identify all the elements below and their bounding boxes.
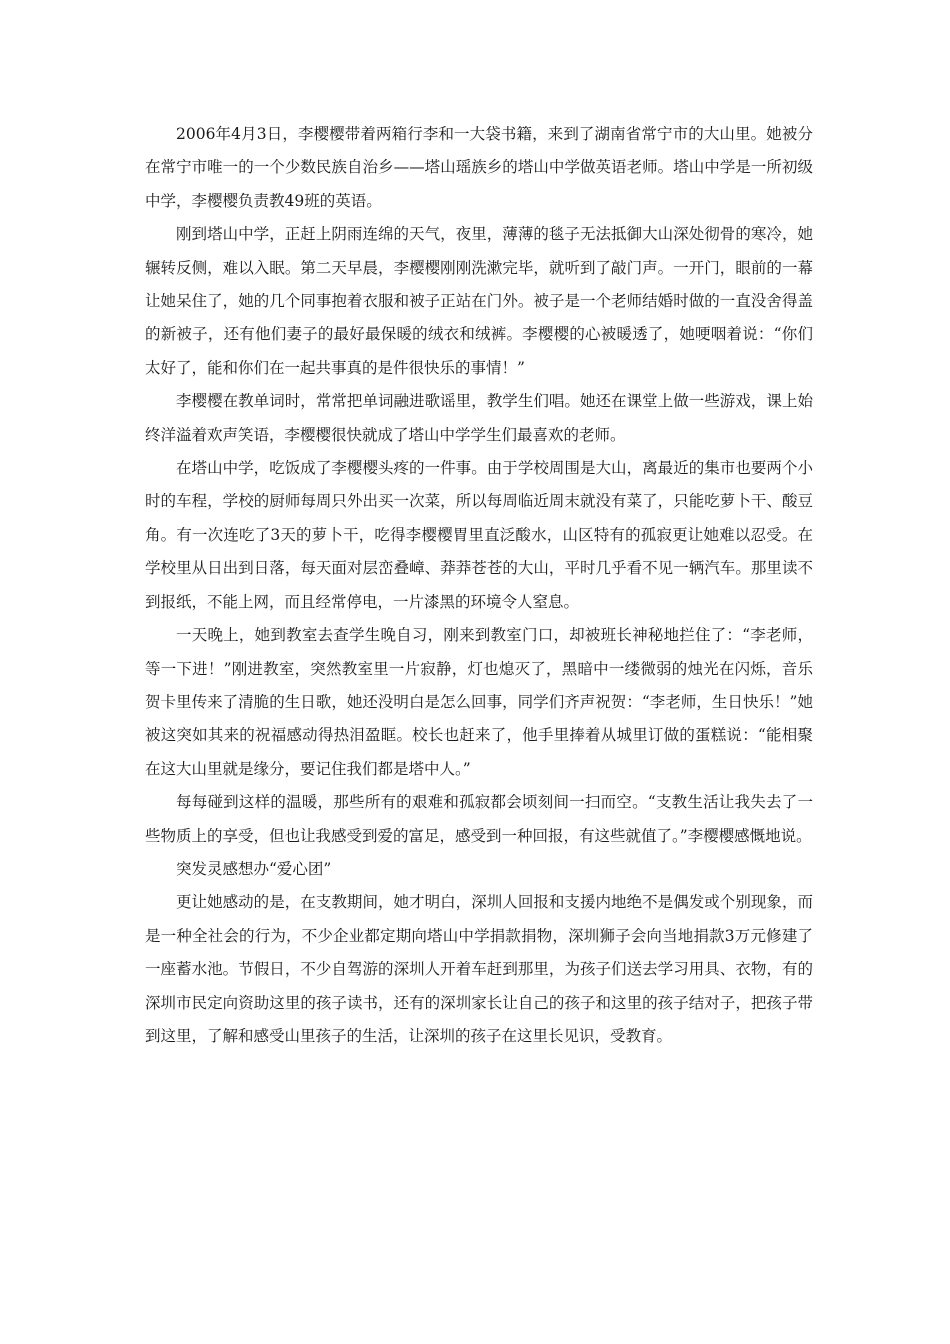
section-heading: 突发灵感想办“爱心团” <box>176 859 332 878</box>
paragraph-reflection: 每每碰到这样的温暖，那些所有的艰难和孤寂都会顷刻间一扫而空。“支教生活让我失去了一些物质上的享受，但也让我感受到爱的富足，感受到一种回报，有这些就值了。”李樱樱感慨地说。 <box>145 793 813 845</box>
paragraph-teaching: 李樱樱在教单词时，常常把单词融进歌谣里，教学生们唱。她还在课堂上做一些游戏，课上始终洋溢着欢声笑语，李樱樱很快就成了塔山中学学生们最喜欢的老师。 <box>145 392 813 444</box>
document-body <box>145 118 813 1053</box>
paragraph-arrival: 2006年4月3日，李樱樱带着两箱行李和一大袋书籍，来到了湖南省常宁市的大山里。她被分在常宁市唯一的一个少数民族自治乡——塔山瑶族乡的塔山中学做英语老师。塔山中学是一所初级中学，李樱樱负责教49班的英语。 <box>145 125 813 210</box>
paragraph-meals: 在塔山中学，吃饭成了李樱樱头疼的一件事。由于学校周围是大山，离最近的集市也要两个小时的车程，学校的厨师每周只外出买一次菜，所以每周临近周末就没有菜了，只能吃萝卜干、酸豆角。有一次连吃了3天的萝卜干，吃得李樱樱胃里直泛酸水，山区特有的孤寂更让她难以忍受。在学校里从日出到日落，每天面对层峦叠嶂、莽莽苍苍的大山，平时几乎看不见一辆汽车。那里读不到报纸，不能上网，而且经常停电，一片漆黑的环境令人窒息。 <box>145 459 813 611</box>
paragraph-shenzhen-support: 更让她感动的是，在支教期间，她才明白，深圳人回报和支援内地绝不是偶发或个别现象，而是一种全社会的行为，不少企业都定期向塔山中学捐款捐物，深圳狮子会向当地捐款3万元修建了一座蓄水池。节假日，不少自驾游的深圳人开着车赶到那里，为孩子们送去学习用具、衣物，有的深圳市民定向资助这里的孩子读书，还有的深圳家长让自己的孩子和这里的孩子结对子，把孩子带到这里，了解和感受山里孩子的生活，让深圳的孩子在这里长见识，受教育。 <box>145 893 813 1045</box>
paragraph-birthday: 一天晚上，她到教室去查学生晚自习，刚来到教室门口，却被班长神秘地拦住了：“李老师，等一下进！”刚进教室，突然教室里一片寂静，灯也熄灭了，黑暗中一缕微弱的烛光在闪烁，音乐贺卡里传来了清脆的生日歌，她还没明白是怎么回事，同学们齐声祝贺：“李老师，生日快乐！”她被这突如其来的祝福感动得热泪盈眶。校长也赶来了，他手里捧着从城里订做的蛋糕说：“能相聚在这大山里就是缘分，要记住我们都是塔中人。” <box>145 626 813 778</box>
paragraph-first-night: 刚到塔山中学，正赶上阴雨连绵的天气，夜里，薄薄的毯子无法抵御大山深处彻骨的寒冷，她辗转反侧，难以入眠。第二天早晨，李樱樱刚刚洗漱完毕，就听到了敲门声。一开门，眼前的一幕让她呆住了，她的几个同事抱着衣服和被子正站在门外。被子是一个老师结婚时做的一直没舍得盖的新被子，还有他们妻子的最好最保暖的绒衣和绒裤。李樱樱的心被暖透了，她哽咽着说：“你们太好了，能和你们在一起共事真的是件很快乐的事情！” <box>145 225 813 377</box>
